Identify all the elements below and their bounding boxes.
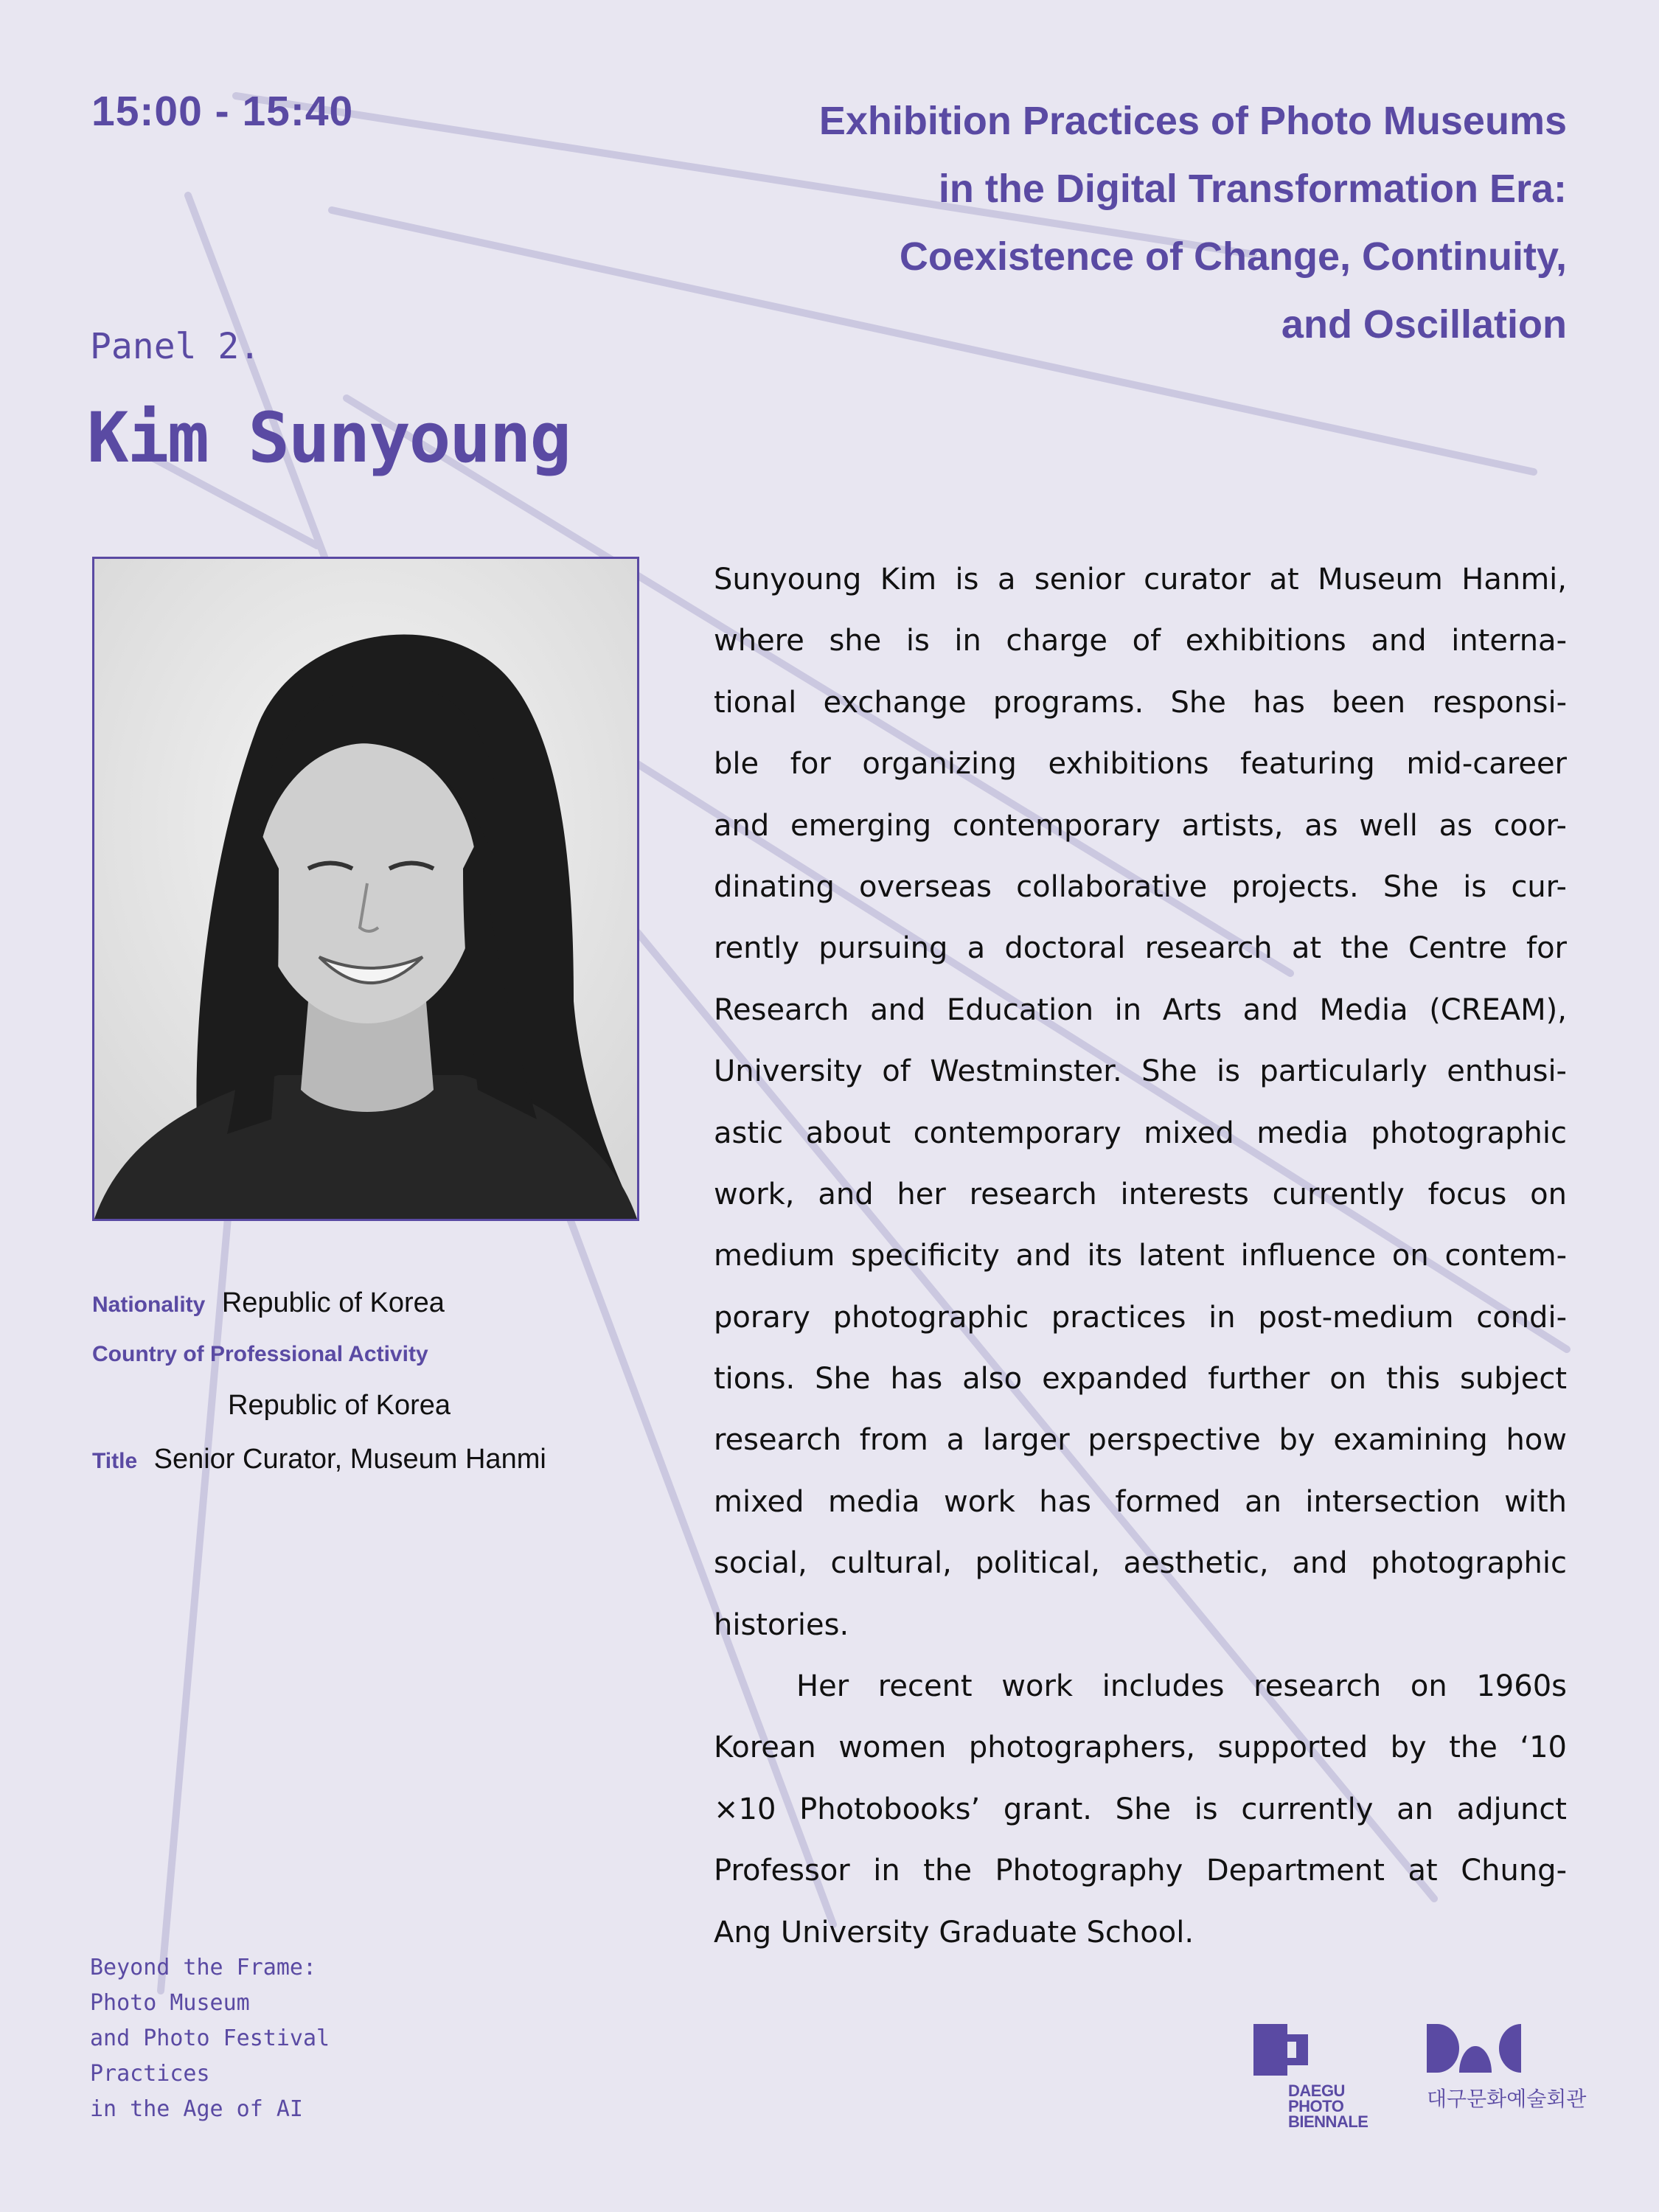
daegu-photo-biennale-logo — [1253, 2024, 1368, 2129]
country-value: Republic of Korea — [228, 1390, 451, 1421]
nationality-label: Nationality — [92, 1293, 206, 1317]
bio-line: ×10 Photobooks’ grant. She is currently an adjunct — [714, 1792, 1567, 1826]
bio-line: porary photographic practices in post-medium condi- — [714, 1300, 1567, 1335]
talk-title — [608, 87, 1567, 358]
talk-title-line: and Oscillation — [1281, 302, 1567, 347]
talk-title-line: in the Digital Transformation Era: — [938, 167, 1567, 211]
portrait-photo-icon — [94, 559, 637, 1219]
footer-line: Practices — [90, 2061, 210, 2087]
bio-line: University of Westminster. She is particularly enthusi- — [714, 1054, 1567, 1089]
country-label: Country of Professional Activity — [92, 1342, 428, 1366]
footer-line: Beyond the Frame: — [90, 1955, 317, 1980]
bio-line: tional exchange programs. She has been responsi- — [714, 685, 1567, 720]
talk-title-line: Coexistence of Change, Continuity, — [899, 234, 1567, 279]
bio-line: histories. — [714, 1607, 849, 1642]
biennale-name — [1288, 2083, 1368, 2129]
speaker-bio — [714, 549, 1567, 1964]
culture-center-mark-icon — [1427, 2024, 1523, 2073]
bio-line: Her recent work includes research on 1960s — [796, 1669, 1567, 1704]
culture-center-name: 대구문화예술회관 — [1427, 2087, 1587, 2111]
bio-line: rently pursuing a doctoral research at the Centre for — [714, 931, 1567, 966]
talk-title-line: Exhibition Practices of Photo Museums — [818, 99, 1567, 143]
bio-line: Korean women photographers, supported by the ‘10 — [714, 1731, 1567, 1765]
bio-line: Research and Education in Arts and Media (CREAM), — [714, 992, 1567, 1027]
footer-line: Photo Museum — [90, 1990, 250, 2016]
speaker-name: Kim Sunyoung — [87, 398, 571, 479]
speaker-photo — [92, 557, 639, 1221]
bio-line: and emerging contemporary artists, as well as coor- — [714, 808, 1567, 843]
title-label: Title — [92, 1449, 138, 1473]
bio-line: mixed media work has formed an intersection with — [714, 1484, 1567, 1519]
event-footer — [90, 1950, 330, 2127]
title-row — [92, 1444, 546, 1475]
bio-line: work, and her research interests currently focus on — [714, 1177, 1567, 1211]
bio-line: Sunyoung Kim is a senior curator at Museum Hanmi, — [714, 563, 1567, 597]
daegu-culture-arts-center-logo — [1427, 2024, 1586, 2112]
bio-line: Ang University Graduate School. — [714, 1915, 1194, 1950]
title-value: Senior Curator, Museum Hanmi — [153, 1444, 546, 1475]
bio-line: tions. She has also expanded further on this subject — [714, 1362, 1567, 1397]
footer-line: in the Age of AI — [90, 2096, 303, 2122]
biennale-name-line: PHOTO — [1288, 2097, 1344, 2115]
bio-line: dinating overseas collaborative projects. She is cur- — [714, 869, 1567, 904]
bio-line: astic about contemporary mixed media photographic — [714, 1116, 1567, 1150]
bio-line: ble for organizing exhibitions featuring mid-career — [714, 747, 1567, 782]
footer-line: and Photo Festival — [90, 2025, 330, 2051]
biennale-name-line: BIENNALE — [1288, 2112, 1368, 2131]
biennale-mark-icon — [1253, 2024, 1312, 2076]
bio-line: social, cultural, political, aesthetic, and photographic — [714, 1546, 1567, 1581]
panel-label: Panel 2. — [90, 326, 261, 367]
bio-line: research from a larger perspective by examining how — [714, 1423, 1567, 1458]
bio-line: medium specificity and its latent influence on contem- — [714, 1239, 1567, 1273]
nationality-row — [92, 1287, 445, 1319]
session-time: 15:00 - 15:40 — [91, 88, 354, 135]
bio-line: where she is in charge of exhibitions and interna- — [714, 624, 1567, 658]
biennale-name-line: DAEGU — [1288, 2081, 1345, 2100]
nationality-value: Republic of Korea — [221, 1287, 445, 1318]
bio-line: Professor in the Photography Department at Chung- — [714, 1854, 1567, 1888]
